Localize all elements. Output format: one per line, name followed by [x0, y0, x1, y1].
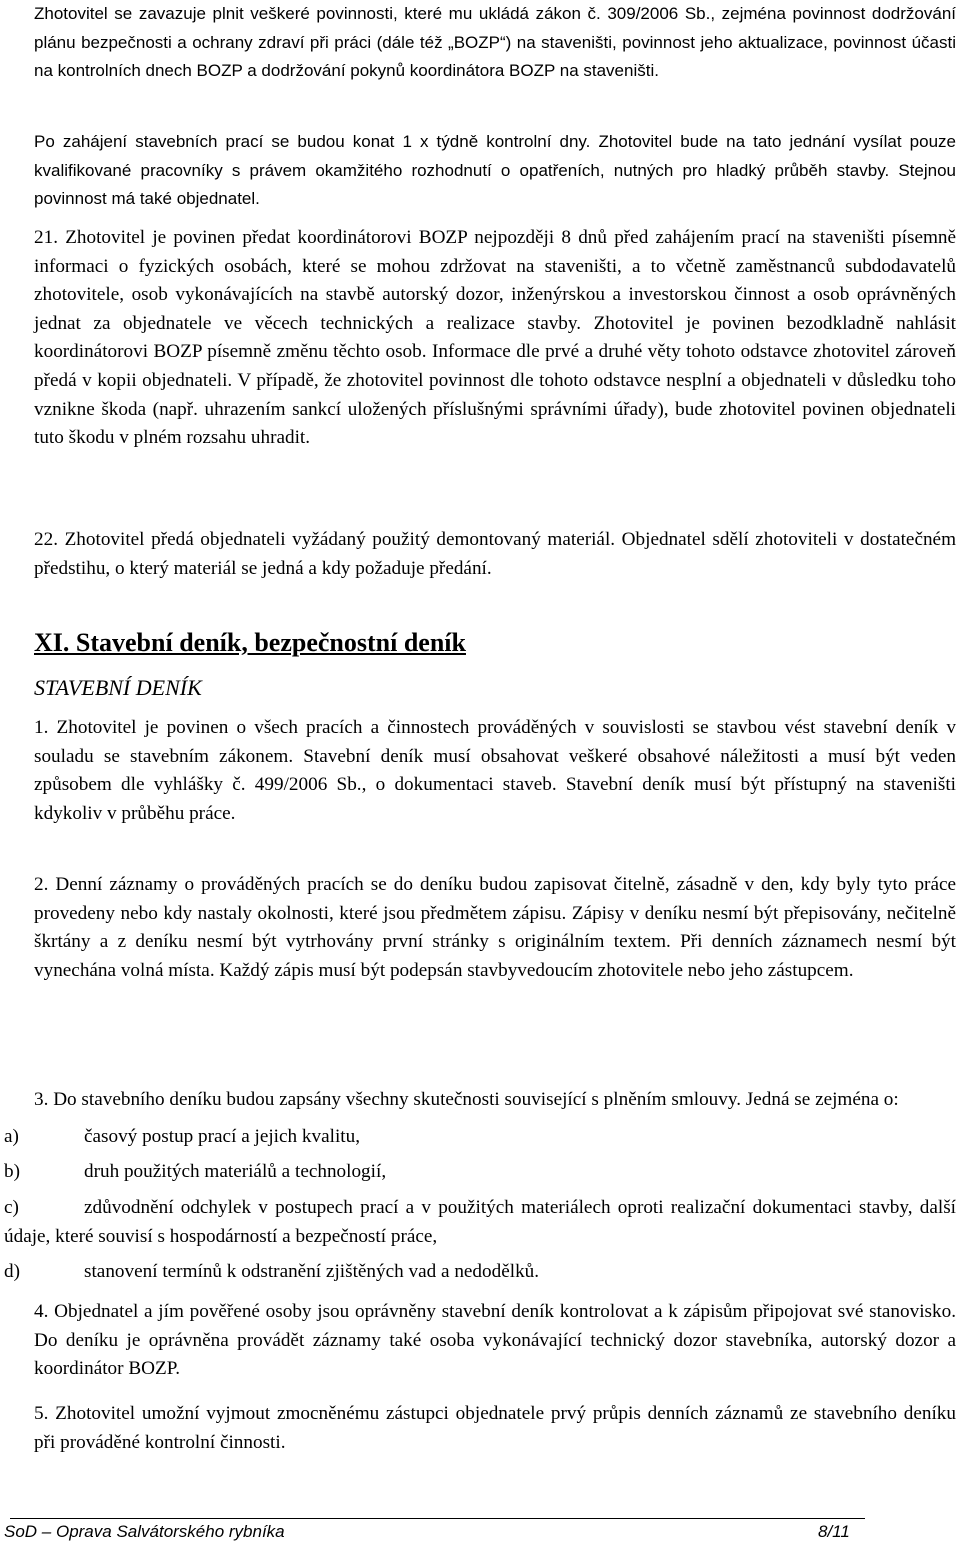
item-number: 1.: [34, 717, 49, 738]
list-text: stanovení termínů k odstranění zjištěných vad a nedodělků.: [84, 1261, 540, 1282]
diary-list-a: [4, 1123, 956, 1152]
diary-list-c: [4, 1194, 956, 1251]
item-number: 22.: [34, 529, 58, 550]
item-text: Do stavebního deníku budou zapsány všechny skutečnosti související s plněním smlouvy. Jedná se zejména o:: [53, 1089, 899, 1110]
item-text: Zhotovitel je povinen o všech pracích a činnostech prováděných v souvislosti se stavbou vést stavební deník v souladu se stavebním zákonem. Stavební deník musí obsahovat veškeré obsahové náležitosti a musí být veden způsobem dle vyhlášky č. 499/2006 Sb., o dokumentaci staveb. Stavební deník musí být přístupný na staveništi kdykoliv v průběhu práce.: [34, 717, 956, 824]
paragraph-bozp-obligations: Zhotovitel se zavazuje plnit veškeré povinnosti, které mu ukládá zákon č. 309/2006 Sb., zejména povinnost dodržování plánu bezpečnosti a ochrany zdraví při práci (dále též „BOZP“) na staveništi, povinnost jeho aktualizace, povinnost účasti na kontrolních dnech BOZP a dodržování pokynů koordinátora BOZP na staveništi.: [34, 4, 956, 81]
item-21: [34, 224, 956, 453]
section-subheading: STAVEBNÍ DENÍK: [34, 675, 202, 700]
list-label: c): [4, 1197, 19, 1218]
item-number: 3.: [34, 1089, 49, 1110]
footer-document-title: SoD – Oprava Salvátorského rybníka: [4, 1522, 285, 1541]
item-text: Zhotovitel je povinen předat koordinátorovi BOZP nejpozději 8 dnů před zahájením prací na staveništi písemně informaci o fyzických osobách, které se mohou zdržovat na staveništi, a to včetně zaměstnanců subdodavatelů zhotovitele, osob vykonávajících na stavbě autorský dozor, inženýrskou a investorskou činnost a osob oprávněných jednat za objednatele ve věcech technických a realizace stavby. Zhotovitel je povinen bezodkladně nahlásit koordinátorovi BOZP písemně změnu těchto osob. Informace dle prvé a druhé věty tohoto odstavce zhotovitel zároveň předá v kopii objednateli. V případě, že zhotovitel povinnost dle tohoto odstavce nesplní a objednateli v důsledku toho vznikne škoda (např. uhrazením sankcí uložených příslušnými správními úřady), bude zhotovitel povinen objednateli tuto škodu v plném rozsahu uhradit.: [34, 227, 957, 449]
list-label: a): [4, 1126, 19, 1147]
footer-page-number: 8/11: [818, 1522, 850, 1541]
item-text: Zhotovitel umožní vyjmout zmocněnému zástupci objednatele prvý průpis denních záznamů ze stavebního deníku při prováděné kontrolní činnosti.: [34, 1403, 956, 1453]
list-text: druh použitých materiálů a technologií,: [84, 1161, 387, 1182]
item-number: 21.: [34, 227, 58, 248]
paragraph-control-days: Po zahájení stavebních prací se budou konat 1 x týdně kontrolní dny. Zhotovitel bude na tato jednání vysílat pouze kvalifikované pracovníky s právem okamžitého rozhodnutí o opatřeních, nutných pro hladký průběh stavby. Stejnou povinnost má také objednatel.: [34, 132, 956, 209]
item-number: 4.: [34, 1301, 49, 1322]
list-text: zdůvodnění odchylek v postupech prací a v použitých materiálech oproti realizační dokumentaci stavby, další údaje, které souvisí s hospodárností a bezpečností práce,: [4, 1197, 956, 1247]
item-text: Objednatel a jím pověřené osoby jsou oprávněny stavební deník kontrolovat a k zápisům připojovat své stanovisko. Do deníku je oprávněna provádět záznamy také osoba vykonávající technický dozor stavebníka, autorský dozor a koordinátor BOZP.: [34, 1301, 957, 1380]
item-22: [34, 526, 956, 583]
item-number: 5.: [34, 1403, 49, 1424]
list-label: b): [4, 1161, 20, 1182]
list-text: časový postup prací a jejich kvalitu,: [84, 1126, 361, 1147]
item-text: Zhotovitel předá objednateli vyžádaný použitý demontovaný materiál. Objednatel sdělí zhotoviteli v dostatečném předstihu, o který materiál se jedná a kdy požaduje předání.: [34, 529, 957, 579]
diary-list-d: [4, 1258, 956, 1287]
page-footer: [0, 1518, 960, 1541]
diary-item-1: [34, 714, 956, 828]
item-number: 2.: [34, 874, 49, 895]
diary-item-5: [34, 1400, 956, 1457]
diary-item-4: [34, 1298, 956, 1384]
diary-list-b: [4, 1158, 956, 1187]
footer-divider: [10, 1518, 865, 1519]
diary-item-2: [34, 871, 956, 985]
section-heading: XI. Stavební deník, bezpečnostní deník: [34, 628, 466, 657]
list-label: d): [4, 1261, 20, 1282]
item-text: Denní záznamy o prováděných pracích se do deníku budou zapisovat čitelně, zásadně v den, kdy byly tyto práce provedeny nebo kdy nastaly okolnosti, které jsou předmětem zápisu. Zápisy v deníku nesmí být přepisovány, nečitelně škrtány a z deníku nesmí být vytrhovány první stránky s originálním textem. Při denních záznamech nesmí být vynechána volná místa. Každý zápis musí být podepsán stavbyvedoucím zhotovitele nebo jeho zástupcem.: [34, 874, 956, 981]
diary-item-3: [34, 1086, 956, 1115]
